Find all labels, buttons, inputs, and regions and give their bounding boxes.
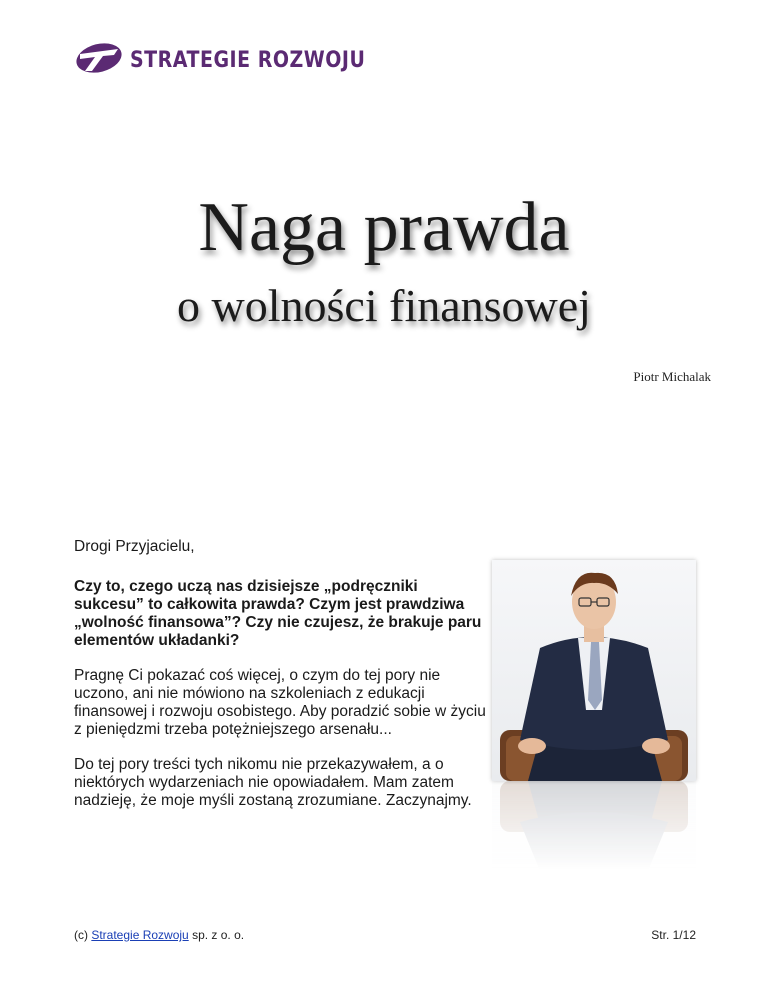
author-name: Piotr Michalak	[633, 369, 711, 384]
page-number: Str. 1/12	[651, 928, 696, 942]
intro-paragraph: Czy to, czego uczą nas dzisiejsze „podręczniki sukcesu” to całkowita prawda? Czym jest prawdziwa „wolność finansowa”? Czy nie czujesz, że brakuje paru elementów układanki?	[74, 578, 482, 649]
company-suffix: sp. z o. o.	[192, 928, 245, 942]
page-subtitle: o wolności finansowej	[177, 280, 591, 331]
greeting: Drogi Przyjacielu,	[74, 538, 195, 555]
brand-logo	[74, 40, 366, 76]
footer-copyright	[74, 928, 244, 942]
portrait-illustration	[492, 560, 696, 781]
letter-body	[74, 538, 486, 827]
page-title: Naga prawda	[198, 189, 570, 266]
body-paragraph-2: Pragnę Ci pokazać coś więcej, o czym do tej pory nie uczono, ani nie mówiono na szkoleniach z edukacji finansowej i rozwoju osobistego. Aby poradzić sobie w życiu z pieniędzmi trzeba potężniejszego arsenału...	[74, 667, 486, 738]
photo-reflection	[492, 781, 696, 871]
body-paragraph-3: Do tej pory treści tych nikomu nie przekazywałem, a o niektórych wydarzeniach nie opowiadałem. Mam zatem nadzieję, że moje myśli zostaną zrozumiane. Zaczynajmy.	[74, 756, 472, 809]
logo-text: STRATEGIE ROZWOJU	[130, 47, 366, 73]
author-photo	[492, 560, 696, 781]
copyright-prefix: (c)	[74, 928, 88, 942]
logo-mark-icon	[74, 40, 124, 76]
company-link[interactable]: Strategie Rozwoju	[91, 928, 189, 942]
